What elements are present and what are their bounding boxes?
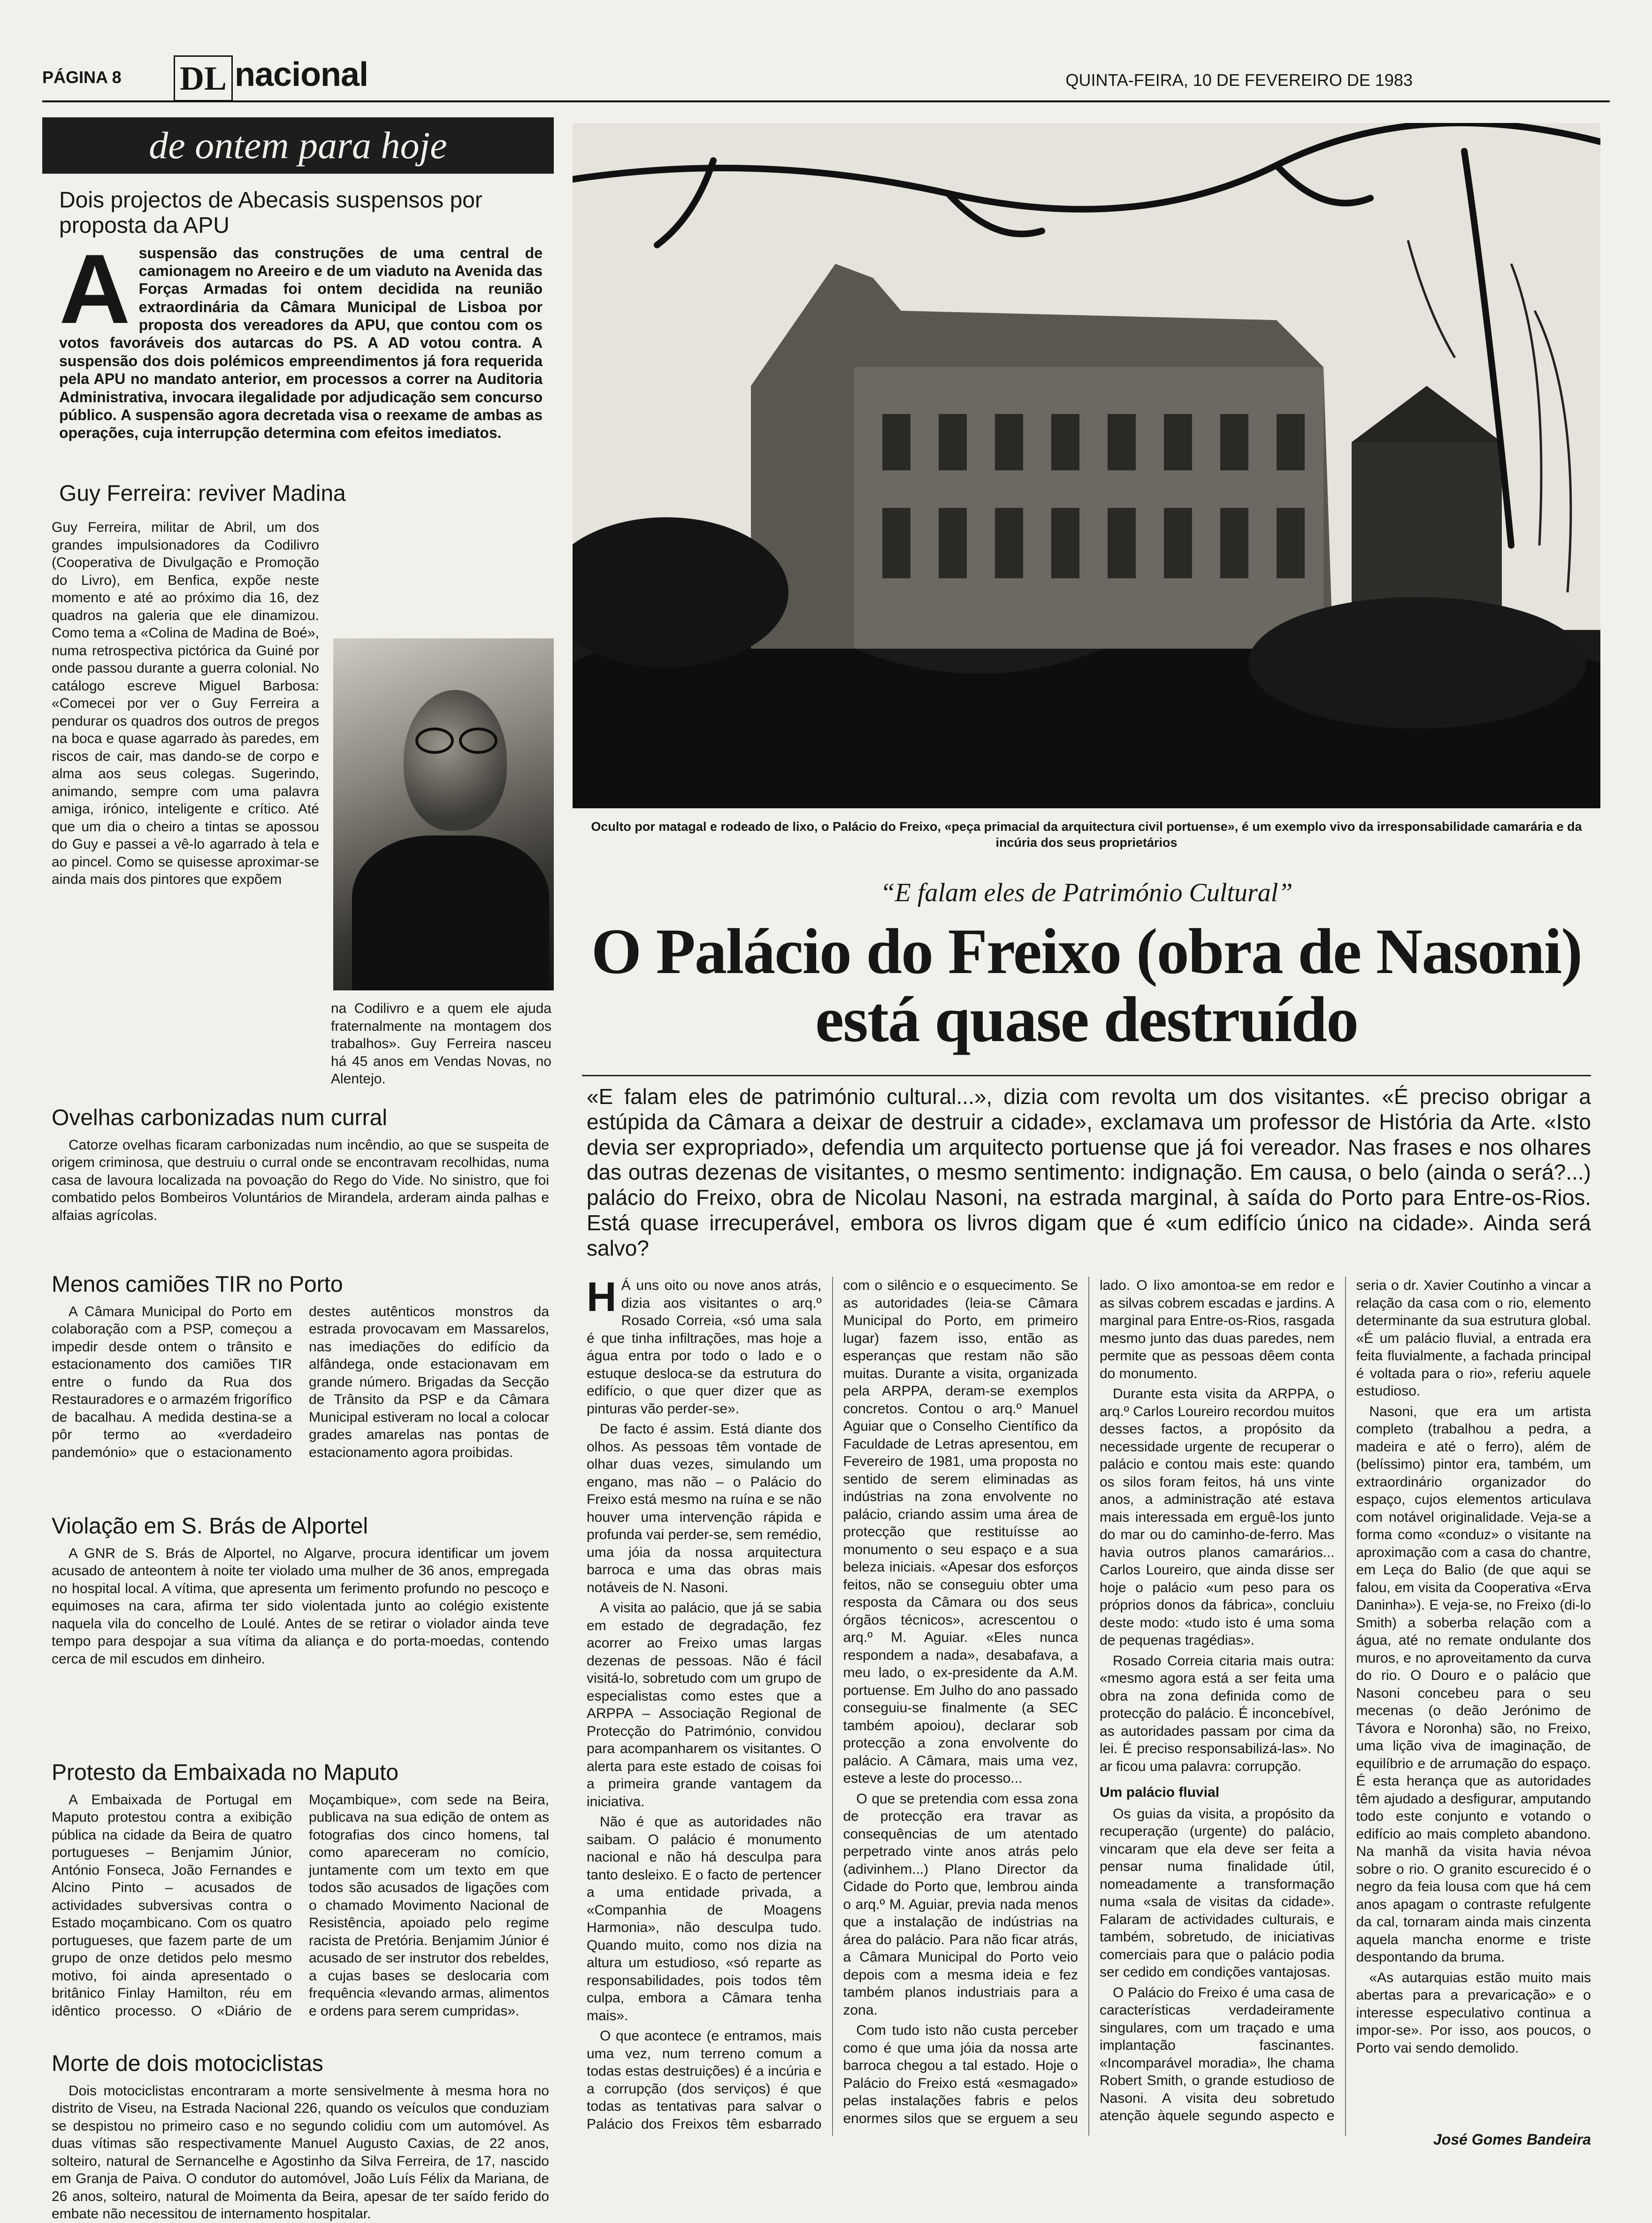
story-paragraph: O Palácio do Freixo é uma casa de características verdadeiramente singulares, com um traçado e uma implantação fascinantes. «Incomparável moradia», lhe chama Robert Smith, o grande estudioso de Nasoni. A visita deu sobretudo atenção àquele segundo aspecto e seria o dr. Xavier Coutinho a vincar a relação da casa com o rio, elemento determinante da sua estrutura global. «É um palácio fluvial, a entrada era feita fluvialmente, a fachada principal é voltada para o rio», referiu aquele estudioso. bbox=[1100, 1278, 1591, 2123]
story-paragraph: Com tudo isto não custa perceber como é que uma jóia da nossa arte barroca chegou a tal estado. Hoje o Palácio do Freixo está «esmagado» pelas instalações fabris e pelos enormes silos que se erguem a seu lado. O lixo amontoa-se em redor e as silvas cobrem escadas e jardins. A marginal para Entre-os-Rios, rasgada mesmo junto das duas paredes, nem permite que as pessoas dêem conta do monumento. bbox=[843, 1278, 1335, 2126]
article-abecasis bbox=[59, 188, 543, 442]
drop-cap: H bbox=[587, 1273, 617, 1320]
story-body bbox=[587, 1273, 1591, 2136]
palace-photo bbox=[573, 123, 1600, 808]
article-body: Dois motociclistas encontraram a morte sensivelmente à mesma hora no distrito de Viseu, na Estrada Nacional 226, quando os veículos que conduziam se despistou no primeiro caso e no segundo colidiu com um automóvel. As duas vítimas são respectivamente Manuel Augusto Caxias, de 22 anos, solteiro, natural de Sernancelhe e Agostinho da Silva Ferreira, de 17, nascido em Granja de Paiva. O condutor do automóvel, João Luís Félix da Mariana, de 26 anos, solteiro, natural de Moimenta da Beira, apesar de ter saído ferido do embate não necessitou de internamento hospitalar. bbox=[52, 2083, 549, 2222]
story-paragraph: O que se pretendia com essa zona de protecção era travar as consequências de um atentado perpetrado vinte anos atrás pelo (adivinhem...) Plano Director da Cidade do Porto que, lembrou ainda o arq.º M. Aguiar, previa nada menos que a instalação de indústrias na área do palácio. Para não ficar atrás, a Câmara Municipal do Porto veio depois com a mesma ideia e fez também planos industriais para a zona. bbox=[843, 1791, 1078, 2018]
palace-photo-drawing bbox=[573, 123, 1600, 808]
newspaper-section-name: nacional bbox=[235, 56, 368, 93]
masthead-divider bbox=[42, 100, 1610, 102]
portrait-body bbox=[352, 836, 549, 990]
story-paragraph: De facto é assim. Está diante dos olhos. As pessoas têm vontade de olhar duas vezes, simulando um engano, mas não – o Palácio do Freixo está mesmo na ruína e se não houver uma intervenção rápida e profunda vai perder-se, sem remédio, uma jóia da nossa arquitectura barroca e uma das obras mais notáveis de N. Nasoni. bbox=[587, 1421, 822, 1595]
story-paragraph: H Á uns oito ou nove anos atrás, dizia aos visitantes o arq.º Rosado Correia, «só uma sala é que tinha infiltrações, mas hoje a água entra por todo o lado e o estuque desloca-se da estrutura do edifício, o que quer dizer que as pinturas vão perder-se». bbox=[587, 1273, 822, 1417]
article-title: Protesto da Embaixada no Maputo bbox=[52, 1760, 399, 1785]
masthead bbox=[42, 52, 1610, 103]
article-guy-ferreira-body: Guy Ferreira, militar de Abril, um dos grandes impulsionadores da Codilivro (Cooperativa de Divulgação e Promoção do Livro), em Benfica, expõe neste momento e até ao próximo dia 16, dez quadros na galeria que ele dinamizou. Como tema a «Colina de Madina de Boé», numa retrospectiva pictórica da Guiné por onde passou durante a guerra colonial. No catálogo escreve Miguel Barbosa: «Comecei por ver o Guy Ferreira a pendurar os quadros dos outros de pregos na boca e quase agarrado às paredes, em riscos de cair, mas dando-se de corpo e alma aos seus colegas. Sugerindo, animando, sempre com uma palavra amiga, irónico, inteligente e crítico. Até que um dia o cheiro a tintas se apossou do Guy e passei a vê-lo agarrado à tela e ao pincel. Como se quisesse aproximar-se ainda mais dos pintores que expõem bbox=[52, 520, 319, 887]
article-camioes-tir bbox=[52, 1272, 549, 1461]
story-byline: José Gomes Bandeira bbox=[1433, 2131, 1591, 2148]
section-banner: de ontem para hoje bbox=[42, 117, 554, 174]
article-embaixada-maputo bbox=[52, 1760, 549, 2020]
left-news-column bbox=[42, 117, 554, 2222]
glasses-left-lens bbox=[415, 728, 454, 754]
article-body: Asuspensão das construções de uma central de camionagem no Areeiro e de um viaduto na Avenida das Forças Armadas foi ontem decidida na reunião extraordinária da Câmara Municipal de Lisboa por proposta dos vereadores da APU, que contou com os votos favoráveis dos autarcas do PS. A AD votou contra. A suspensão dos dois polémicos empreendimentos já fora requerida pela APU no mandato anterior, em processos a correr na Auditoria Administrativa, invocara ilegalidade por adjudicação sem concurso público. A suspensão agora decretada visa o reexame de ambas as operações, cuja interrupção determina com efeitos imediatos. bbox=[59, 233, 543, 442]
story-paragraph: Durante esta visita da ARPPA, o arq.º Carlos Loureiro recordou muitos desses factos, a propósito da necessidade urgente de recuperar o palácio e contou mais este: quando os silos foram feitos, há uns vinte anos, a administração até estava mais interessada em erguê-los junto do mar ou do caminho-de-ferro. Mas havia outros planos camarários... Carlos Loureiro, que ainda disse ser hoje o palácio «um peso para os próprios donos da fábrica», concluiu deste modo: «tudo isto é uma soma de pequenas tragédias». bbox=[1100, 1386, 1335, 1648]
article-guy-ferreira-title-block bbox=[59, 481, 543, 512]
story-paragraph: «As autarquias estão muito mais abertas para a prevaricação» e o interesse especulativo continua a impor-se». Por isso, aos poucos, o Porto vai sendo demolido. bbox=[1356, 1970, 1591, 2056]
article-title: Dois projectos de Abecasis suspensos por proposta da APU bbox=[59, 188, 482, 238]
drop-cap: A bbox=[59, 233, 130, 344]
story-paragraph: O que acontece (e entramos, mais uma vez, num terreno comum a todas estas destruições) é a incúria e a corrupção (dos serviços) é que todas as tentativas para salvar o Palácio dos Freixos têm esbarrado com o silêncio e o esquecimento. Se as autoridades (leia-se Câmara Municipal do Porto, em primeiro lugar) fazem isso, então as esperanças que restam não são muitas. Durante a visita, organizada pela ARPPA, deram-se exemplos concretos. Contou o arq.º Manuel Aguiar que o Conselho Científico da Faculdade de Letras apresentou, em Fevereiro de 1981, uma proposta no sentido de serem eliminadas as indústrias na zona envolvente no palácio, criando assim uma área de protecção que restituísse ao monumento o seu espaço e a sua beleza iniciais. «Apesar dos esforços feitos, não se conseguiu obter uma resposta da Câmara ou dos seus órgãos técnicos», acrescentou o arq.º M. Aguiar. «Eles nunca respondem a nada», desabafava, a meu lado, o ex-presidente da A.M. portuense. Em Julho do ano passado conseguiu-se finalmente (a SEC também apoiou), declarar sob protecção a zona envolvente do palácio. A Câmara, mais uma vez, esteve a leste do processo... bbox=[587, 1278, 1078, 2132]
page-number: PÁGINA 8 bbox=[42, 68, 122, 87]
headline-line-2: está quase destruído bbox=[815, 983, 1358, 1055]
article-ovelhas bbox=[52, 1105, 549, 1224]
headline-divider bbox=[582, 1075, 1591, 1076]
article-title: Violação em S. Brás de Alportel bbox=[52, 1514, 368, 1539]
article-title: Morte de dois motociclistas bbox=[52, 2051, 323, 2076]
story-paragraph: A visita ao palácio, que já se sabia em estado de degradação, fez acorrer ao Freixo umas largas dezenas de pessoas. Não é fácil visitá-lo, sobretudo com um grupo de especialistas como estes que a ARPPA – Associação Regional de Protecção do Património, convidou para acompanharem os visitantes. O alerta para este estado de coisas foi a primeira grande vantagem da iniciativa. bbox=[587, 1600, 822, 1809]
issue-date: QUINTA-FEIRA, 10 DE FEVEREIRO DE 1983 bbox=[1065, 70, 1413, 90]
article-title: Guy Ferreira: reviver Madina bbox=[59, 481, 346, 506]
article-body: A Câmara Municipal do Porto em colaboração com a PSP, começou a impedir desde ontem o trânsito e estacionamento dos camiões TIR entre o fundo da Rua dos Restauradores e o armazém frigorífico de bacalhau. A medida destina-se a pôr termo ao «verdadeiro pandemónio» que o estacionamento destes autênticos monstros da estrada provocavam em Massarelos, nas imediações do edifício da alfândega, onde estacionavam em grande número. Brigadas da Secção de Trânsito da PSP e da Câmara Municipal estiveram no local a colocar grades amarelas nas pontas de estacionamento agora proibidas. bbox=[52, 1303, 549, 1460]
story-paragraph: Os guias da visita, a propósito da recuperação (urgente) do palácio, vincaram que ela deve ser feita a pensar numa finalidade útil, nomeadamente a transformação numa «sala de visitas da cidade». Falaram de actividades culturais, e também, sobretudo, de iniciativas comerciais para que o palácio podia ser cedido em condições vantajosas. bbox=[1100, 1806, 1335, 1980]
article-title: Ovelhas carbonizadas num curral bbox=[52, 1105, 388, 1130]
portrait-face bbox=[404, 690, 507, 831]
story-paragraph: Rosado Correia citaria mais outra: «mesmo agora está a ser feita uma obra na zona definida como de protecção do palácio. É inconcebível, as autoridades passam por cima da lei. É preciso responsabilizá-las». No ar ficou uma palavra: corrupção. bbox=[1100, 1653, 1335, 1774]
story-paragraph: Não é que as autoridades não saibam. O palácio é monumento nacional e não há desculpa para tanto desleixo. E o facto de pertencer a uma entidade privada, a «Companhia de Moagens Harmonia», não desculpa tudo. Quando muito, como nos dizia na altura um estudioso, «só reparte as responsabilidades, pois todos têm culpa, embora a Câmara tenha mais». bbox=[587, 1814, 822, 2024]
article-body: Catorze ovelhas ficaram carbonizadas num incêndio, ao que se suspeita de origem criminosa, que destruiu o curral onde se encontravam recolhidas, numa casa de lavoura localizada na povoação do Rego do Vide. No sinistro, que foi combatido pelos Bombeiros Voluntários de Mirandela, arderam ainda palhas e alfaias agrícolas. bbox=[52, 1137, 549, 1223]
story-lead: «E falam eles de património cultural...», dizia com revolta um dos visitantes. «É preciso obrigar a estúpida da Câmara a deixar de destruir a cidade», exclamava um professor de História da Arte. «Isto devia ser expropriado», defendia um arquitecto portuense que já foi vereador. Nas frases e nos olhares das outras dezenas de visitantes, o mesmo sentimento: indignação. Em causa, o belo (ainda o será?...) palácio do Freixo, obra de Nicolau Nasoni, na estrada marginal, à saída do Porto para Entre-os-Rios. Está quase irrecuperável, embora os livros digam que é «um edifício único na cidade». Ainda será salvo? bbox=[587, 1084, 1591, 1260]
headline-line-1: O Palácio do Freixo (obra de Nasoni) bbox=[591, 915, 1582, 987]
story-kicker: “E falam eles de Património Cultural” bbox=[880, 878, 1293, 907]
article-violacao bbox=[52, 1514, 549, 1668]
story-subhead: Um palácio fluvial bbox=[1100, 1785, 1220, 1800]
article-body: A GNR de S. Brás de Alportel, no Algarve, procura identificar um jovem acusado de anteontem à noite ter violado uma mulher de 36 anos, empregada no hospital local. A vítima, que apresenta um ferimento profundo no pescoço e equimoses na cara, afirma ter sido violentada junto ao colégio existente naquela vila do concelho de Loulé. Antes de se retirar o violador ainda teve tempo para despojar a sua vítima da aliança e do porta-moedas, contendo cerca de mil escudos em dinheiro. bbox=[52, 1545, 549, 1667]
article-title: Menos camiões TIR no Porto bbox=[52, 1272, 343, 1297]
article-motociclistas bbox=[52, 2051, 549, 2223]
main-headline bbox=[573, 915, 1600, 1055]
article-body: A Embaixada de Portugal em Maputo protestou contra a exibição pública na cidade da Beira de quatro portugueses – Benjamim Júnior, António Fonseca, João Fernandes e Alcino Pinto – acusados de actividades subversivas contra o Estado moçambicano. Com os quatro portugueses, que fazem parte de um grupo de onze detidos pelo mesmo motivo, foi ainda apresentado o britânico Finlay Hamilton, réu em idêntico processo. O «Diário de Moçambique», com sede na Beira, publicava na sua edição de ontem as fotografias dos cinco homens, tal como apareceram no comício, juntamente com um texto em que todos são acusados de ligações com o chamado Movimento Nacional de Resistência, apoiado pelo regime racista de Pretória. Benjamim Júnior é acusado de ser instrutor dos rebeldes, a cujas bases se deslocaria com frequência «levando armas, alimentos e ordens para serem cumpridas». bbox=[52, 1792, 549, 2019]
story-paragraph: Nasoni, que era um artista completo (trabalhou a pedra, a madeira e até o ferro), além de (belíssimo) pintor era, também, um extraordinário organizador do espaço, cujos elementos articulava com notável originalidade. Veja-se a forma como «conduz» o visitante na aproximação com a casa do chantre, em Leça do Balio (de que aqui se falou, em visita da Cooperativa «Erva Daninha»). E veja-se, no Freixo (di-lo Smith) a soberba relação com a água, até no remate ondulante dos muros, e no aproveitamento da curva do rio. O Douro e o palácio que Nasoni concebeu para o seu mecenas (o deão Jerónimo de Távora e Noronha) são, no Freixo, uma lição viva de imaginação, de equilíbrio e de arrumação do espaço. É esta herança que as autoridades têm ajudado a desfigurar, amputando todo este conjunto e votando o edifício ao mais completo abandono. Na manhã da visita havia névoa sobre o rio. O granito escurecido é o negro da feia lousa com que há cem anos apagam o contraste refulgente da cal, tornaram ainda mais cinzenta aquela mancha enorme e triste despontando da bruma. bbox=[1356, 1403, 1591, 1965]
glasses-right-lens bbox=[459, 728, 497, 754]
newspaper-logo-icon: DL bbox=[174, 55, 233, 101]
portrait-photo bbox=[333, 638, 554, 990]
photo-caption: Oculto por matagal e rodeado de lixo, o Palácio do Freixo, «peça primacial da arquitectura civil portuense», é um exemplo vivo da irresponsabilidade camarária e da incúria dos seus proprietários bbox=[591, 820, 1582, 850]
article-guy-ferreira-body-end: na Codilivro e a quem ele ajuda fraternalmente na montagem dos trabalhos». Guy Ferreira nasceu há 45 anos em Vendas Novas, no Alentejo. bbox=[331, 1001, 551, 1087]
